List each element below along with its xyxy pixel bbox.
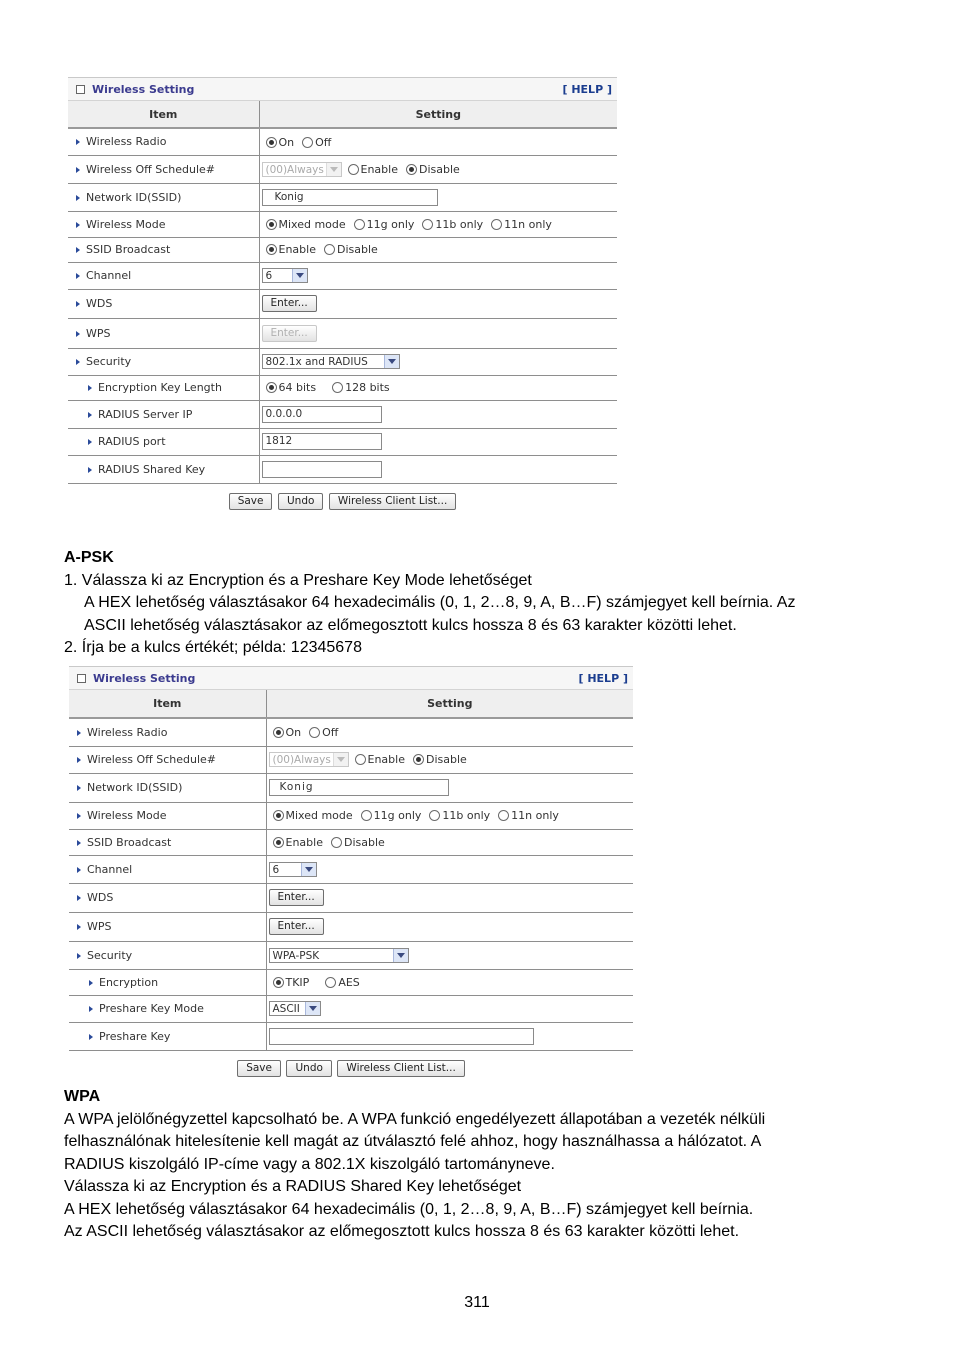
arrow-right-icon	[76, 195, 80, 201]
undo-button[interactable]: Undo	[278, 493, 323, 510]
wpa-section	[64, 1086, 904, 1244]
radio-11b-only[interactable]	[429, 810, 440, 821]
radio-on[interactable]	[266, 137, 277, 148]
arrow-right-icon	[77, 840, 81, 846]
arrow-right-icon	[76, 359, 80, 365]
row-label-ssid: Network ID(SSID)	[86, 190, 182, 204]
row-label-radius-ip: RADIUS Server IP	[98, 407, 193, 421]
arrow-right-icon	[77, 867, 81, 873]
radio-11n-only[interactable]	[498, 810, 509, 821]
row-label-wireless-mode: Wireless Mode	[86, 217, 166, 231]
save-button[interactable]: Save	[229, 493, 273, 510]
panel-title-bar	[69, 666, 633, 690]
help-link[interactable]: [ HELP ]	[562, 82, 612, 96]
radio-mixed-mode[interactable]	[266, 219, 277, 230]
chevron-down-icon	[292, 269, 307, 282]
security-select[interactable]: 802.1x and RADIUS	[262, 354, 400, 369]
paragraph-line: RADIUS kiszolgáló IP-címe vagy a 802.1X kiszolgáló tartományneve.	[64, 1155, 555, 1173]
paragraph-line: A HEX lehetőség választásakor 64 hexadecimális (0, 1, 2…8, 9, A, B…F) számjegyet kell beírnia.	[64, 1200, 754, 1218]
chevron-down-icon	[393, 949, 408, 962]
arrow-right-icon	[77, 757, 81, 763]
row-label-security: Security	[86, 355, 132, 368]
arrow-right-icon	[88, 412, 92, 418]
column-header-setting: Setting	[266, 690, 633, 718]
arrow-right-icon	[89, 1034, 93, 1040]
radius-key-input[interactable]	[262, 461, 382, 478]
column-header-item: Item	[68, 101, 259, 128]
channel-select[interactable]: 6	[269, 862, 317, 877]
row-label-wireless-mode: Wireless Mode	[87, 809, 167, 822]
wds-enter-button[interactable]: Enter...	[269, 889, 324, 906]
chevron-down-icon	[301, 863, 316, 876]
chevron-down-icon	[326, 163, 341, 176]
radio-broadcast-disable[interactable]	[324, 244, 335, 255]
radio-broadcast-enable[interactable]	[273, 837, 284, 848]
arrow-right-icon	[77, 730, 81, 736]
row-label-preshare-key: Preshare Key	[99, 1029, 171, 1043]
column-header-item: Item	[69, 690, 266, 718]
paragraph-line: Az ASCII lehetőség választásakor az előmegosztott kulcs hossza 8 és 63 karakter közötti lehet.	[64, 1223, 740, 1240]
ssid-input[interactable]: Konig	[262, 189, 438, 206]
radio-off[interactable]	[309, 727, 320, 738]
chevron-down-icon	[305, 1002, 320, 1015]
page-number: 311	[464, 1294, 490, 1311]
schedule-select[interactable]: (00)Always	[262, 162, 342, 177]
wireless-setting-panel-2	[69, 666, 633, 1077]
settings-table: Item Setting Wireless Radio On Off Wireless Off Schedule# (00)Always Enable Disable Network ID(SSID) Konig Wireless Mode Mixed mode 11g only 11b only 11n only SSID Broadcast Enable Disable Channel 6 WDS Enter... WPS Enter... Security WPA-PSK Encryption TKIP AES Preshare Key Mode ASCII Preshare Key	[69, 690, 633, 1051]
security-select[interactable]: WPA-PSK	[269, 948, 409, 963]
radio-64-bits[interactable]	[266, 382, 277, 393]
row-label-channel: Channel	[86, 269, 132, 282]
row-label-preshare-key-mode: Preshare Key Mode	[99, 1002, 204, 1015]
radio-11n-only[interactable]	[491, 219, 502, 230]
paragraph-line: A HEX lehetőség választásakor 64 hexadecimális (0, 1, 2…8, 9, A, B…F) számjegyet kell beírnia. Az	[84, 594, 796, 611]
undo-button[interactable]: Undo	[286, 1060, 331, 1077]
row-label-ssid-broadcast: SSID Broadcast	[87, 835, 172, 849]
save-button[interactable]: Save	[237, 1060, 281, 1077]
arrow-right-icon	[77, 813, 81, 819]
radio-schedule-disable[interactable]	[406, 164, 417, 175]
square-icon	[77, 674, 86, 683]
row-label-schedule: Wireless Off Schedule#	[86, 162, 216, 176]
arrow-right-icon	[88, 439, 92, 445]
wps-enter-button[interactable]: Enter...	[262, 325, 317, 342]
radio-schedule-disable[interactable]	[413, 754, 424, 765]
heading-wpa: WPA	[64, 1088, 101, 1105]
arrow-right-icon	[77, 953, 81, 959]
wireless-client-list-button[interactable]: Wireless Client List...	[337, 1060, 464, 1077]
button-row	[68, 493, 617, 510]
panel-title: Wireless Setting	[93, 671, 196, 685]
radio-tkip[interactable]	[273, 977, 284, 988]
row-label-wps: WPS	[86, 326, 111, 340]
row-label-wps: WPS	[87, 920, 112, 933]
row-label-schedule: Wireless Off Schedule#	[87, 753, 217, 766]
ssid-input[interactable]: Konig	[269, 779, 449, 796]
row-label-encryption: Encryption	[99, 975, 159, 989]
arrow-right-icon	[77, 895, 81, 901]
paragraph-line: felhasználónak hitelesítenie kell magát az útválasztó felé ahhoz, hogy használhassa a hálózatot. A	[64, 1133, 762, 1150]
radio-broadcast-disable[interactable]	[331, 837, 342, 848]
arrow-right-icon	[88, 467, 92, 473]
arrow-right-icon	[77, 785, 81, 791]
schedule-select[interactable]: (00)Always	[269, 752, 349, 767]
radio-11b-only[interactable]	[422, 219, 433, 230]
arrow-right-icon	[76, 301, 80, 307]
arrow-right-icon	[76, 331, 80, 337]
arrow-right-icon	[76, 273, 80, 279]
radio-11g-only[interactable]	[361, 810, 372, 821]
channel-select[interactable]: 6	[262, 268, 308, 283]
arrow-right-icon	[76, 167, 80, 173]
paragraph-line: ASCII lehetőség választásakor az előmegosztott kulcs hossza 8 és 63 karakter közötti lehet.	[84, 616, 737, 634]
row-label-channel: Channel	[87, 862, 133, 876]
radius-port-input[interactable]: 1812	[262, 433, 382, 450]
wds-enter-button[interactable]: Enter...	[262, 295, 317, 312]
row-label-wireless-radio: Wireless Radio	[86, 135, 167, 149]
heading-apsk: A-PSK	[64, 549, 114, 566]
paragraph-line: Válassza ki az Encryption és a RADIUS Shared Key lehetőséget	[64, 1178, 522, 1195]
square-icon	[76, 85, 85, 94]
settings-table: Item Setting Wireless Radio On Off Wireless Off Schedule# (00)Always Enable Disable Network ID(SSID) Konig Wireless Mode Mixed mode 11g only 11b only 11n only SSID Broadcast Enable Disable Channel 6 WDS Enter... WPS Enter... Security 802.1x and RADIUS Encryption Key Length 64 bits 128 bits RADIUS Server IP 0.0.0.0 RADIUS port 1812 RADIUS Shared Key	[68, 101, 617, 484]
column-header-setting: Setting	[259, 101, 617, 128]
panel-title-bar	[68, 77, 617, 101]
row-label-radius-key: RADIUS Shared Key	[98, 462, 206, 476]
radio-mixed-mode[interactable]	[273, 810, 284, 821]
radio-128-bits[interactable]	[332, 382, 343, 393]
row-label-wireless-radio: Wireless Radio	[87, 725, 168, 739]
row-label-security: Security	[87, 948, 133, 962]
row-label-wds: WDS	[86, 297, 113, 310]
preshare-key-input[interactable]	[269, 1028, 534, 1045]
arrow-right-icon	[76, 139, 80, 145]
arrow-right-icon	[76, 222, 80, 228]
chevron-down-icon	[384, 355, 399, 368]
radio-broadcast-enable[interactable]	[266, 244, 277, 255]
arrow-right-icon	[89, 980, 93, 986]
radio-schedule-enable[interactable]	[348, 164, 359, 175]
arrow-right-icon	[76, 247, 80, 253]
arrow-right-icon	[88, 385, 92, 391]
radio-11g-only[interactable]	[354, 219, 365, 230]
wps-enter-button[interactable]: Enter...	[269, 918, 324, 935]
panel-title: Wireless Setting	[92, 82, 195, 96]
radio-schedule-enable[interactable]	[355, 754, 366, 765]
radio-off[interactable]	[302, 137, 313, 148]
wireless-setting-panel-1	[68, 77, 617, 510]
radius-ip-input[interactable]: 0.0.0.0	[262, 406, 382, 423]
preshare-key-mode-select[interactable]: ASCII	[269, 1001, 321, 1016]
row-label-ssid: Network ID(SSID)	[87, 781, 183, 794]
row-label-radius-port: RADIUS port	[98, 435, 166, 448]
wireless-client-list-button[interactable]: Wireless Client List...	[329, 493, 456, 510]
paragraph-line: 2. Írja be a kulcs értékét; példa: 12345678	[64, 639, 362, 656]
paragraph-line: 1. Válassza ki az Encryption és a Preshare Key Mode lehetőséget	[64, 571, 532, 589]
row-label-ssid-broadcast: SSID Broadcast	[86, 243, 171, 256]
chevron-down-icon	[333, 753, 348, 766]
paragraph-line: A WPA jelölőnégyzettel kapcsolható be. A WPA funkció engedélyezett állapotában a vezeték nélküli	[64, 1110, 766, 1128]
arrow-right-icon	[89, 1006, 93, 1012]
radio-on[interactable]	[273, 727, 284, 738]
radio-aes[interactable]	[325, 977, 336, 988]
row-label-key-length: Encryption Key Length	[98, 381, 222, 394]
button-row	[69, 1060, 633, 1077]
row-label-wds: WDS	[87, 891, 114, 904]
arrow-right-icon	[77, 924, 81, 930]
apsk-section	[64, 547, 904, 660]
help-link[interactable]: [ HELP ]	[578, 671, 628, 685]
